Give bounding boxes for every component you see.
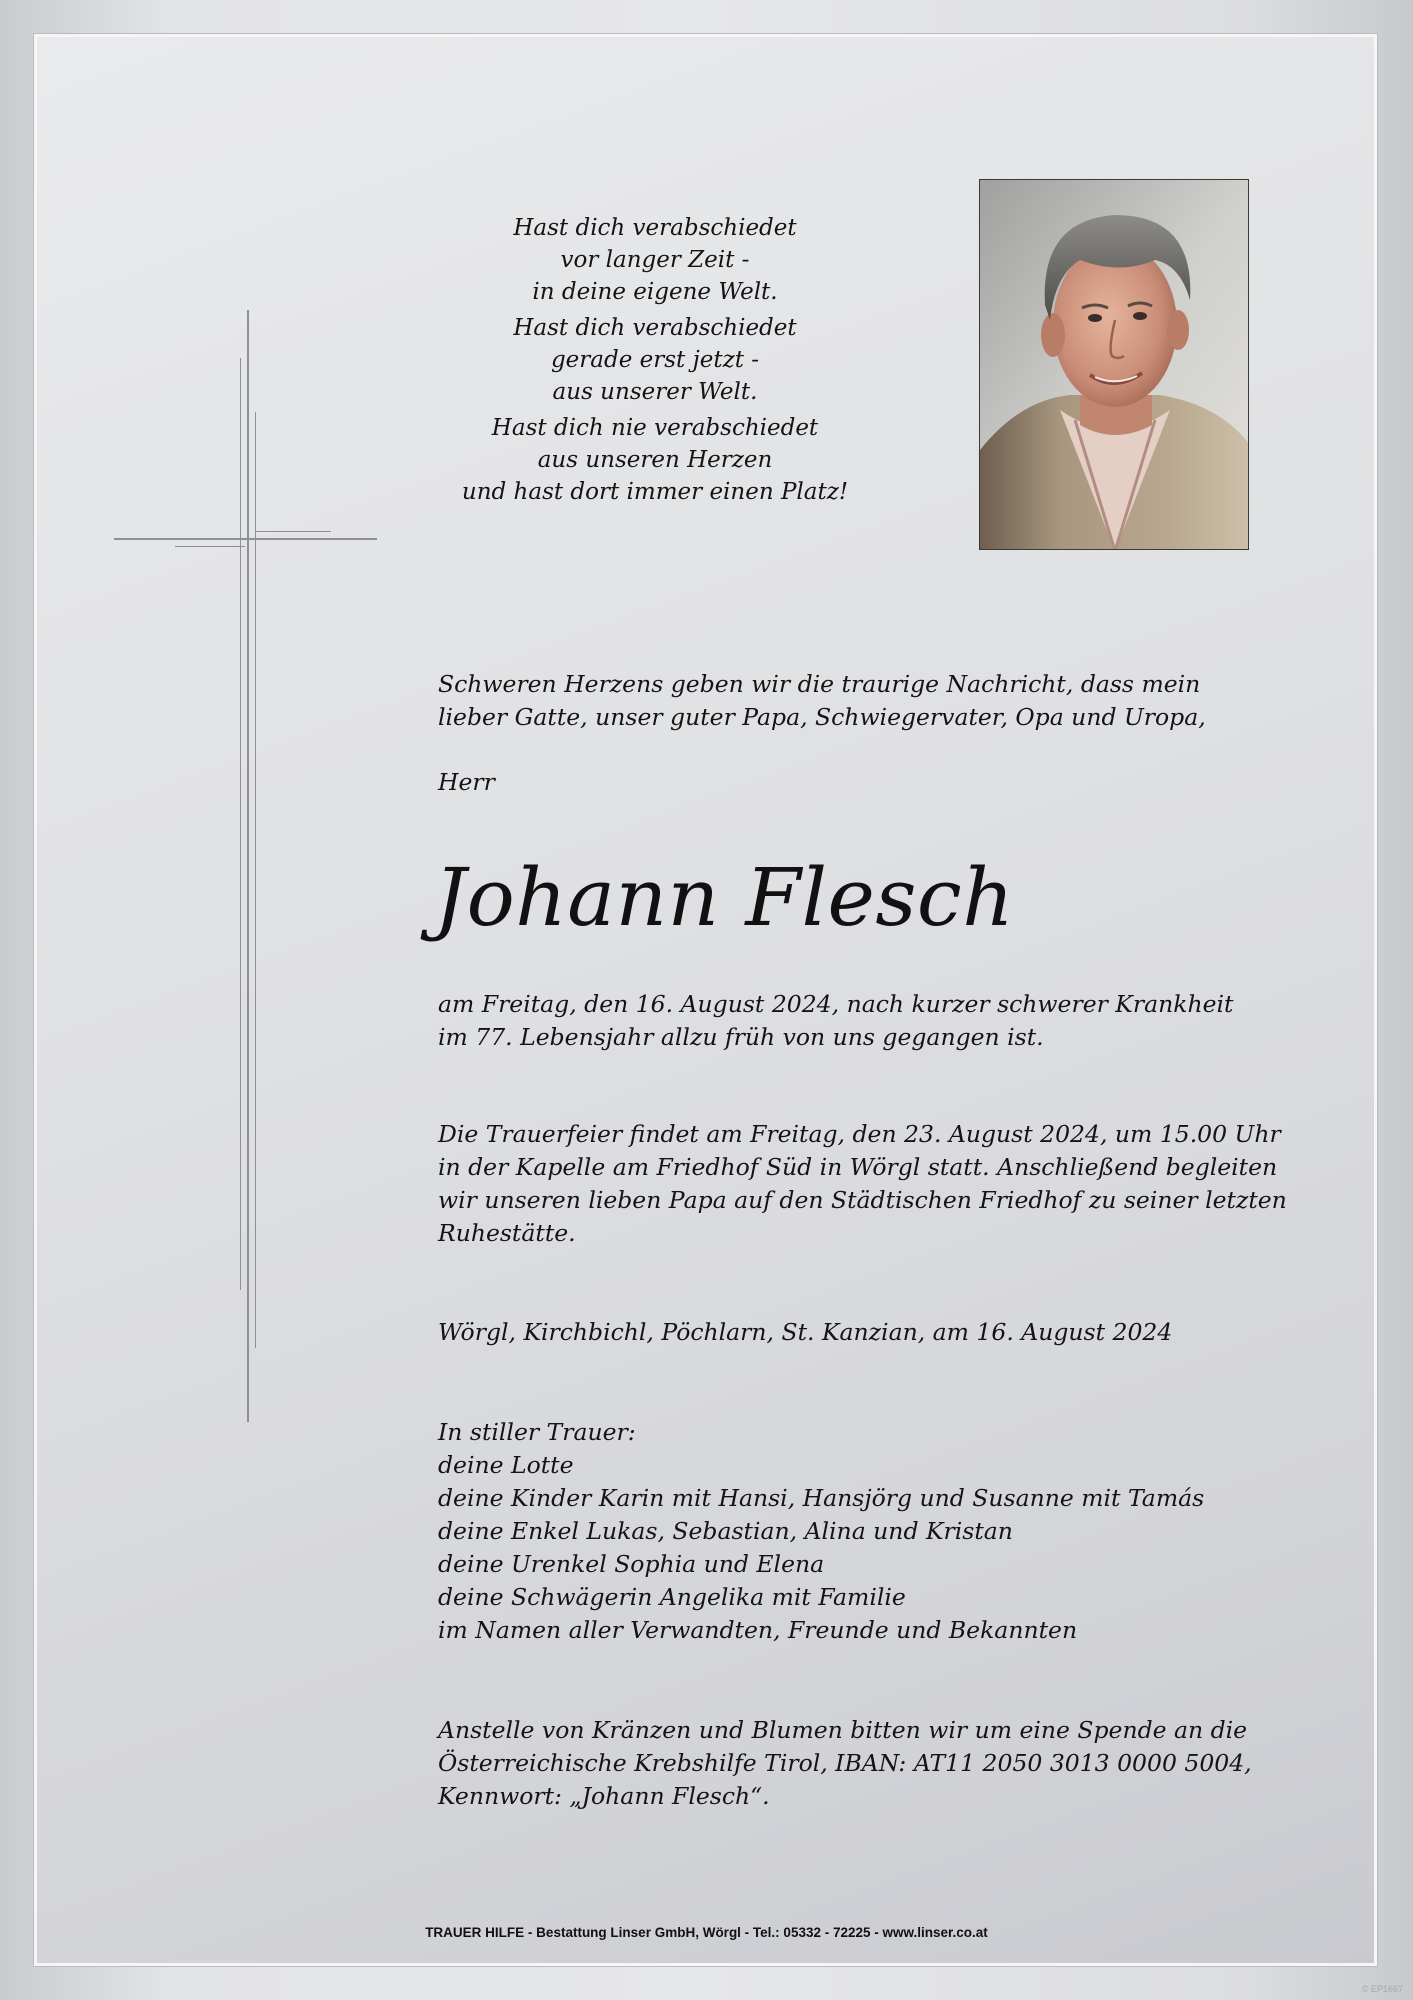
poem-stanza xyxy=(440,212,870,308)
poem-line: Hast dich nie verabschiedet xyxy=(491,415,819,441)
mourner-line: deine Lotte xyxy=(438,1451,574,1479)
document-code: © EP1667 xyxy=(1361,1984,1403,1994)
mourner-line: deine Schwägerin Angelika mit Familie xyxy=(438,1583,906,1611)
poem-line: und hast dort immer einen Platz! xyxy=(461,479,849,505)
funeral-home-footer: TRAUER HILFE - Bestattung Linser GmbH, Wörgl - Tel.: 05332 - 72225 - www.linser.co.at xyxy=(425,1925,988,1940)
poem-line: in deine eigene Welt. xyxy=(532,279,778,305)
mourner-line: deine Kinder Karin mit Hansi, Hansjörg und Susanne mit Tamás xyxy=(438,1484,1205,1512)
salutation-text: Herr xyxy=(438,768,495,796)
place-date xyxy=(438,1316,1278,1349)
mourner-line: deine Enkel Lukas, Sebastian, Alina und Kristan xyxy=(438,1517,1013,1545)
intro-line: lieber Gatte, unser guter Papa, Schwiegervater, Opa und Uropa, xyxy=(438,703,1206,731)
poem-line: Hast dich verabschiedet xyxy=(513,215,797,241)
poem-stanza xyxy=(440,312,870,408)
ceremony-line: Die Trauerfeier findet am Freitag, den 23. August 2024, um 15.00 Uhr xyxy=(438,1120,1281,1148)
place-date-text: Wörgl, Kirchbichl, Pöchlarn, St. Kanzian, am 16. August 2024 xyxy=(438,1318,1173,1346)
mourner-line: In stiller Trauer: xyxy=(438,1418,636,1446)
intro-line: Schweren Herzens geben wir die traurige Nachricht, dass mein xyxy=(438,670,1201,698)
ceremony-info xyxy=(438,1118,1287,1250)
salutation xyxy=(438,766,1278,799)
death-line: am Freitag, den 16. August 2024, nach kurzer schwerer Krankheit xyxy=(438,990,1234,1018)
mourner-line: im Namen aller Verwandten, Freunde und Bekannten xyxy=(438,1616,1078,1644)
poem-line: vor langer Zeit - xyxy=(560,247,750,273)
poem-stanza xyxy=(440,412,870,508)
intro-text xyxy=(438,668,1278,734)
poem xyxy=(440,212,870,512)
death-line: im 77. Lebensjahr allzu früh von uns gegangen ist. xyxy=(438,1023,1044,1051)
ceremony-line: Ruhestätte. xyxy=(438,1219,576,1247)
poem-line: aus unseren Herzen xyxy=(537,447,773,473)
mourners-list xyxy=(438,1416,1278,1647)
ceremony-line: in der Kapelle am Friedhof Süd in Wörgl statt. Anschließend begleiten xyxy=(438,1153,1278,1181)
poem-line: aus unserer Welt. xyxy=(552,379,758,405)
death-notice xyxy=(438,988,1278,1054)
portrait-photo xyxy=(979,179,1249,550)
poem-line: gerade erst jetzt - xyxy=(550,347,760,373)
donation-request xyxy=(438,1714,1278,1813)
ceremony-line: wir unseren lieben Papa auf den Städtischen Friedhof zu seiner letzten xyxy=(438,1186,1287,1214)
donation-line: Anstelle von Kränzen und Blumen bitten wir um eine Spende an die xyxy=(438,1716,1248,1744)
deceased-name: Johann Flesch xyxy=(434,851,1015,944)
donation-line: Österreichische Krebshilfe Tirol, IBAN: AT11 2050 3013 0000 5004, xyxy=(438,1749,1252,1777)
donation-line: Kennwort: „Johann Flesch“. xyxy=(438,1782,770,1810)
mourner-line: deine Urenkel Sophia und Elena xyxy=(438,1550,825,1578)
poem-line: Hast dich verabschiedet xyxy=(513,315,797,341)
